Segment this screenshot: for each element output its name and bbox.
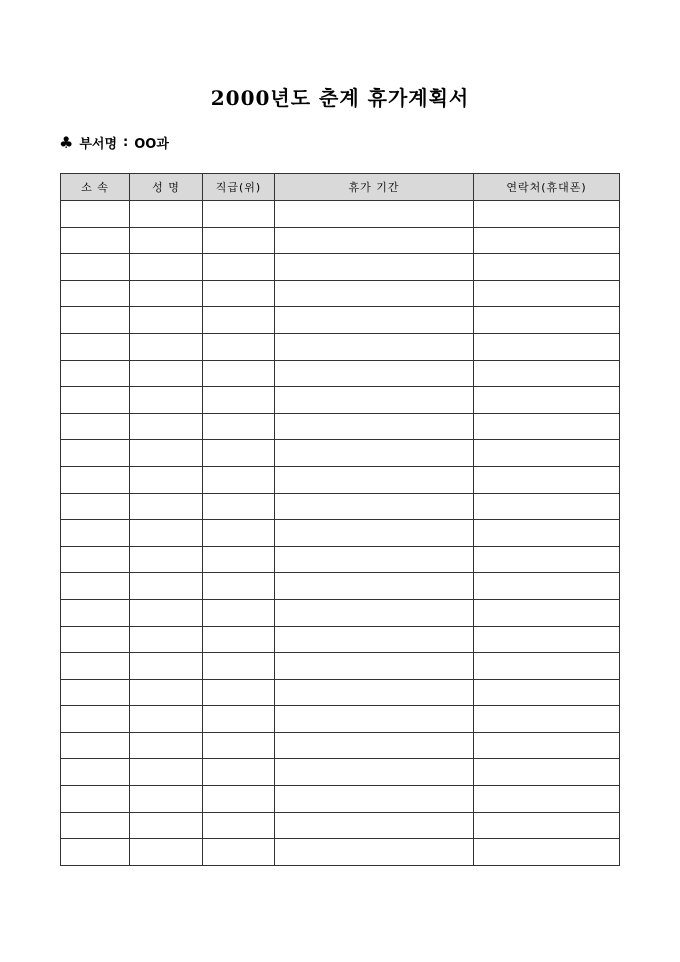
- cell-contact[interactable]: [474, 653, 620, 680]
- cell-contact[interactable]: [474, 280, 620, 307]
- cell-rank[interactable]: [203, 466, 275, 493]
- cell-affiliation[interactable]: [61, 599, 130, 626]
- cell-affiliation[interactable]: [61, 626, 130, 653]
- cell-contact[interactable]: [474, 573, 620, 600]
- cell-vacation-period[interactable]: [275, 599, 474, 626]
- cell-rank[interactable]: [203, 706, 275, 733]
- header-contact: 연락처(휴대폰): [474, 174, 620, 201]
- cell-contact[interactable]: [474, 227, 620, 254]
- cell-name[interactable]: [130, 360, 203, 387]
- cell-affiliation[interactable]: [61, 466, 130, 493]
- table-row: [61, 732, 620, 759]
- cell-affiliation[interactable]: [61, 812, 130, 839]
- cell-rank[interactable]: [203, 493, 275, 520]
- cell-name[interactable]: [130, 839, 203, 866]
- department-separator: :: [123, 135, 129, 150]
- table-row: [61, 520, 620, 547]
- cell-vacation-period[interactable]: [275, 706, 474, 733]
- cell-rank[interactable]: [203, 786, 275, 813]
- cell-affiliation[interactable]: [61, 786, 130, 813]
- cell-contact[interactable]: [474, 201, 620, 228]
- table-row: [61, 599, 620, 626]
- cell-vacation-period[interactable]: [275, 413, 474, 440]
- cell-name[interactable]: [130, 546, 203, 573]
- cell-vacation-period[interactable]: [275, 786, 474, 813]
- table-row: [61, 307, 620, 334]
- cell-name[interactable]: [130, 413, 203, 440]
- cell-rank[interactable]: [203, 280, 275, 307]
- cell-affiliation[interactable]: [61, 546, 130, 573]
- header-affiliation: 소 속: [61, 174, 130, 201]
- header-vacation-period: 휴가 기간: [275, 174, 474, 201]
- cell-rank[interactable]: [203, 520, 275, 547]
- table-row: [61, 653, 620, 680]
- cell-affiliation[interactable]: [61, 759, 130, 786]
- table-row: [61, 413, 620, 440]
- cell-name[interactable]: [130, 706, 203, 733]
- table-row: [61, 440, 620, 467]
- table-row: [61, 466, 620, 493]
- cell-name[interactable]: [130, 653, 203, 680]
- cell-rank[interactable]: [203, 307, 275, 334]
- cell-affiliation[interactable]: [61, 440, 130, 467]
- cell-rank[interactable]: [203, 759, 275, 786]
- cell-vacation-period[interactable]: [275, 201, 474, 228]
- cell-rank[interactable]: [203, 812, 275, 839]
- cell-rank[interactable]: [203, 599, 275, 626]
- cell-rank[interactable]: [203, 679, 275, 706]
- cell-vacation-period[interactable]: [275, 227, 474, 254]
- cell-rank[interactable]: [203, 387, 275, 414]
- cell-contact[interactable]: [474, 520, 620, 547]
- table-row: [61, 227, 620, 254]
- department-label: 부서명: [79, 137, 118, 152]
- cell-contact[interactable]: [474, 839, 620, 866]
- cell-name[interactable]: [130, 280, 203, 307]
- cell-vacation-period[interactable]: [275, 360, 474, 387]
- cell-contact[interactable]: [474, 307, 620, 334]
- cell-name[interactable]: [130, 599, 203, 626]
- cell-affiliation[interactable]: [61, 706, 130, 733]
- table-header-row: [61, 174, 620, 201]
- cell-name[interactable]: [130, 520, 203, 547]
- cell-affiliation[interactable]: [61, 360, 130, 387]
- cell-vacation-period[interactable]: [275, 280, 474, 307]
- cell-name[interactable]: [130, 307, 203, 334]
- cell-contact[interactable]: [474, 387, 620, 414]
- cell-vacation-period[interactable]: [275, 732, 474, 759]
- table-row: [61, 812, 620, 839]
- cell-affiliation[interactable]: [61, 520, 130, 547]
- cell-name[interactable]: [130, 812, 203, 839]
- cell-affiliation[interactable]: [61, 839, 130, 866]
- cell-rank[interactable]: [203, 360, 275, 387]
- document-title: 2000년도 춘계 휴가계획서: [210, 86, 470, 110]
- cell-affiliation[interactable]: [61, 254, 130, 281]
- cell-vacation-period[interactable]: [275, 573, 474, 600]
- table-row: [61, 254, 620, 281]
- cell-rank[interactable]: [203, 201, 275, 228]
- cell-vacation-period[interactable]: [275, 626, 474, 653]
- cell-name[interactable]: [130, 201, 203, 228]
- cell-rank[interactable]: [203, 626, 275, 653]
- cell-name[interactable]: [130, 493, 203, 520]
- cell-rank[interactable]: [203, 413, 275, 440]
- cell-contact[interactable]: [474, 466, 620, 493]
- table-row: [61, 573, 620, 600]
- cell-contact[interactable]: [474, 413, 620, 440]
- cell-vacation-period[interactable]: [275, 546, 474, 573]
- cell-affiliation[interactable]: [61, 679, 130, 706]
- cell-affiliation[interactable]: [61, 307, 130, 334]
- cell-contact[interactable]: [474, 493, 620, 520]
- table-row: [61, 493, 620, 520]
- cell-vacation-period[interactable]: [275, 466, 474, 493]
- cell-vacation-period[interactable]: [275, 307, 474, 334]
- cell-rank[interactable]: [203, 839, 275, 866]
- cell-vacation-period[interactable]: [275, 520, 474, 547]
- table-row: [61, 706, 620, 733]
- cell-vacation-period[interactable]: [275, 839, 474, 866]
- cell-affiliation[interactable]: [61, 493, 130, 520]
- cell-rank[interactable]: [203, 440, 275, 467]
- cell-affiliation[interactable]: [61, 280, 130, 307]
- cell-rank[interactable]: [203, 546, 275, 573]
- table-body: [61, 201, 620, 866]
- cell-name[interactable]: [130, 466, 203, 493]
- table-row: [61, 360, 620, 387]
- cell-rank[interactable]: [203, 732, 275, 759]
- cell-name[interactable]: [130, 626, 203, 653]
- cell-name[interactable]: [130, 786, 203, 813]
- cell-name[interactable]: [130, 440, 203, 467]
- cell-affiliation[interactable]: [61, 413, 130, 440]
- cell-vacation-period[interactable]: [275, 493, 474, 520]
- cell-rank[interactable]: [203, 227, 275, 254]
- cell-rank[interactable]: [203, 653, 275, 680]
- cell-contact[interactable]: [474, 786, 620, 813]
- club-icon: ♣: [59, 132, 74, 152]
- cell-vacation-period[interactable]: [275, 759, 474, 786]
- cell-name[interactable]: [130, 333, 203, 360]
- cell-affiliation[interactable]: [61, 201, 130, 228]
- cell-affiliation[interactable]: [61, 732, 130, 759]
- vacation-plan-table: [60, 173, 620, 866]
- table-row: [61, 626, 620, 653]
- table-row: [61, 546, 620, 573]
- cell-vacation-period[interactable]: [275, 440, 474, 467]
- table-row: [61, 679, 620, 706]
- header-rank: 직급(위): [203, 174, 275, 201]
- cell-contact[interactable]: [474, 254, 620, 281]
- cell-affiliation[interactable]: [61, 387, 130, 414]
- cell-name[interactable]: [130, 759, 203, 786]
- cell-contact[interactable]: [474, 759, 620, 786]
- cell-vacation-period[interactable]: [275, 254, 474, 281]
- cell-contact[interactable]: [474, 546, 620, 573]
- cell-contact[interactable]: [474, 679, 620, 706]
- cell-affiliation[interactable]: [61, 573, 130, 600]
- cell-contact[interactable]: [474, 626, 620, 653]
- cell-contact[interactable]: [474, 333, 620, 360]
- cell-vacation-period[interactable]: [275, 653, 474, 680]
- cell-name[interactable]: [130, 573, 203, 600]
- cell-name[interactable]: [130, 227, 203, 254]
- table-row: [61, 839, 620, 866]
- cell-contact[interactable]: [474, 812, 620, 839]
- cell-vacation-period[interactable]: [275, 387, 474, 414]
- cell-rank[interactable]: [203, 333, 275, 360]
- cell-name[interactable]: [130, 679, 203, 706]
- table-row: [61, 201, 620, 228]
- cell-affiliation[interactable]: [61, 333, 130, 360]
- cell-rank[interactable]: [203, 573, 275, 600]
- department-value: OO과: [134, 137, 169, 152]
- cell-affiliation[interactable]: [61, 653, 130, 680]
- department-line: [59, 133, 169, 152]
- cell-name[interactable]: [130, 387, 203, 414]
- table-row: [61, 786, 620, 813]
- cell-contact[interactable]: [474, 732, 620, 759]
- cell-contact[interactable]: [474, 360, 620, 387]
- header-name: 성 명: [130, 174, 203, 201]
- cell-name[interactable]: [130, 254, 203, 281]
- cell-contact[interactable]: [474, 599, 620, 626]
- table-row: [61, 759, 620, 786]
- cell-vacation-period[interactable]: [275, 333, 474, 360]
- table-row: [61, 333, 620, 360]
- cell-rank[interactable]: [203, 254, 275, 281]
- cell-contact[interactable]: [474, 706, 620, 733]
- cell-affiliation[interactable]: [61, 227, 130, 254]
- table-row: [61, 387, 620, 414]
- table-row: [61, 280, 620, 307]
- cell-contact[interactable]: [474, 440, 620, 467]
- cell-name[interactable]: [130, 732, 203, 759]
- cell-vacation-period[interactable]: [275, 812, 474, 839]
- cell-vacation-period[interactable]: [275, 679, 474, 706]
